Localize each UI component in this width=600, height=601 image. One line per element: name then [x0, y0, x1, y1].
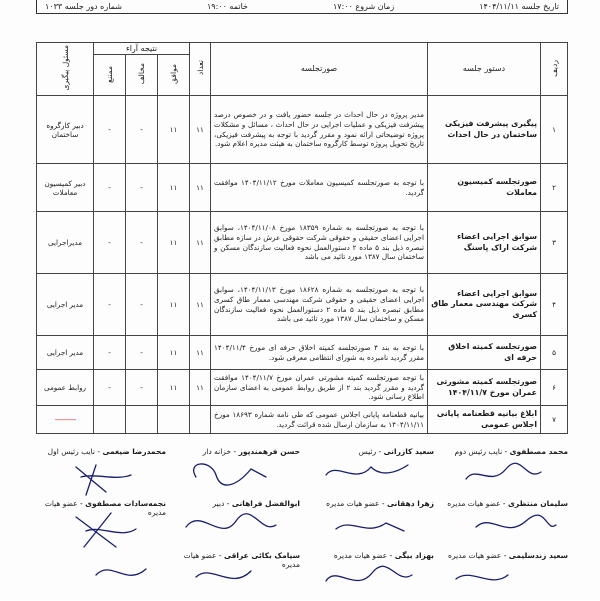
- signature-mark: [196, 571, 251, 578]
- count-cell: [190, 406, 211, 434]
- agree-cell: ۱۱: [158, 96, 190, 164]
- minutes-table: [36, 42, 568, 434]
- signature-mark: [76, 465, 131, 495]
- row-number: ۷: [541, 406, 568, 434]
- abstain-cell: -: [94, 96, 126, 164]
- agree-cell: ۱۱: [158, 274, 190, 336]
- signature-mark: [326, 566, 412, 581]
- signature-slot: سلیمان منتظری - عضو هیات مدیره: [447, 499, 568, 508]
- meeting-start: زمان شروع ۱۷:۰۰: [332, 2, 395, 11]
- oppose-cell: -: [126, 274, 158, 336]
- col-count: تعداد: [190, 43, 211, 96]
- abstain-cell: -: [94, 336, 126, 370]
- minutes-cell: مدیر پروژه در حال احداث در جلسه حضور یافت و در خصوص درصد پیشرفت فیزیکی و عملیات اجرایی در حال احداث ، مسائل و مشکلات پروژه توضیحاتی ارائه نمود و مقرر گردید با توجه به پیشرفت فیزیکی، تاریخ تحویل پروژه توسط کارگروه ساختمان به هیئت مدیره اعلام شود.: [211, 96, 428, 164]
- col-minutes: صورتجلسه: [211, 43, 428, 96]
- signature-mark: [186, 514, 276, 529]
- count-cell: ۱۱: [190, 370, 211, 406]
- agenda-cell: صورتجلسه کمیته اخلاق حرفه ای: [428, 336, 541, 370]
- count-cell: ۱۱: [190, 212, 211, 274]
- meeting-number: شماره دور جلسه ۱۰۳۳: [45, 2, 122, 11]
- row-number: ۳: [541, 212, 568, 274]
- signature-slot: سعید زندسلیمی - عضو هیات مدیره: [448, 551, 568, 560]
- abstain-cell: -: [94, 164, 126, 212]
- meeting-end: خاتمه ۱۹:۰۰: [207, 2, 248, 11]
- signature-slot: نجمه‌سادات مصطفوی - عضو هیات مدیره: [44, 499, 166, 517]
- table-row: [37, 370, 568, 406]
- responsible-cell: روابط عمومی: [37, 370, 94, 406]
- agree-cell: ۱۱: [158, 336, 190, 370]
- col-abstain: ممتنع: [94, 55, 126, 96]
- oppose-cell: -: [126, 336, 158, 370]
- table-row: [37, 406, 568, 434]
- agree-cell: ۱۱: [158, 370, 190, 406]
- responsible-cell: دبیر کمیسیون معاملات: [37, 164, 94, 212]
- minutes-cell: با توجه به صورتجلسه به شماره ۱۸۳۵۹ مورخ ۱۴۰۴/۱۱/۰۸، سوابق اجرایی اعضای حقیقی و حقوقی شرکت حقوقی عرش در سازه مطابق تبصره ذیل بند ۵ ماده ۲ دستورالعمل نحوه فعالیت سازندگان مسکن و ساختمان سال ۱۳۸۷ مورد تائید می باشد: [211, 212, 428, 274]
- signature-mark: [96, 569, 146, 575]
- signature-mark: [466, 463, 541, 479]
- signature-block: [36, 447, 568, 597]
- row-number: ۲: [541, 164, 568, 212]
- agree-cell: ۱۱: [158, 212, 190, 274]
- responsible-cell: مدیراجرایی: [37, 212, 94, 274]
- responsible-cell: مدیر اجرایی: [37, 274, 94, 336]
- abstain-cell: -: [94, 212, 126, 274]
- agenda-cell: صورتجلسه کمیسیون معاملات: [428, 164, 541, 212]
- minutes-cell: با توجه صورتجلسه کمیته مشورتی عمران مورخ ۱۴۰۴/۱۱/۷ موافقت گردید و مقرر گردید بند ۲ از طریق روابط عمومی به اعضای سازمان اطلاع رسانی شود.: [211, 370, 428, 406]
- agenda-cell: صورتجلسه کمیته مشورتی عمران مورخ ۱۴۰۴/۱۱/۷: [428, 370, 541, 406]
- minutes-cell: با توجه به صورتجلسه به شماره ۱۸۶۲۸ مورخ ۱۴۰۴/۱۱/۱۳، سوابق اجرایی اعضای حقیقی و حقوقی شرکت مهندسی معمار طاق کسری مطابق تبصره ذیل بند ۵ ماده ۲ دستورالعمل نحوه فعالیت سازندگان مسکن و ساختمان سال ۱۳۸۷ مورد تائید می باشد: [211, 274, 428, 336]
- signature-slot: محمد مصطفوی - نایب رئیس دوم: [454, 447, 568, 456]
- agenda-cell: سوابق اجرایی اعضاء شرکت مهندسی معمار طاق کسری: [428, 274, 541, 336]
- signature-slot: بهزاد بیگی - عضو هیات مدیره: [333, 551, 434, 560]
- count-cell: ۱۱: [190, 164, 211, 212]
- table-row: [37, 212, 568, 274]
- responsible-cell: مدیر اجرایی: [37, 336, 94, 370]
- abstain-cell: -: [94, 370, 126, 406]
- responsible-cell: -------------: [37, 406, 94, 434]
- col-row: ردیف: [541, 43, 568, 96]
- oppose-cell: [126, 406, 158, 434]
- col-agenda: دستور جلسه: [428, 43, 541, 96]
- signature-mark: [76, 513, 136, 547]
- abstain-cell: -: [94, 274, 126, 336]
- signature-slot: ابوالفضل فراهانی - دبیر: [212, 499, 300, 508]
- count-cell: ۱۱: [190, 336, 211, 370]
- col-agree: موافق: [158, 55, 190, 96]
- row-number: ۴: [541, 274, 568, 336]
- signature-slot: حسن فرهمندپور - خزانه دار: [202, 447, 300, 456]
- table-row: [37, 164, 568, 212]
- signature-slot: سیامک بکائی عراقی - عضو هیات مدیره: [183, 551, 300, 569]
- agenda-cell: سوابق اجرایی اعضاء شرکت اراک پاسنگ: [428, 212, 541, 274]
- col-responsible: مسئول پیگیری: [37, 43, 94, 96]
- signature-mark: [194, 464, 266, 485]
- agree-cell: ۱۱: [158, 164, 190, 212]
- responsible-cell: دبیر کارگروه ساختمان: [37, 96, 94, 164]
- abstain-cell: [94, 406, 126, 434]
- col-oppose: مخالف: [126, 55, 158, 96]
- minutes-cell: با توجه به صورتجلسه کمیسیون معاملات مورخ ۱۴۰۴/۱۱/۱۲ موافقت گردید.: [211, 164, 428, 212]
- agree-cell: [158, 406, 190, 434]
- row-number: ۱: [541, 96, 568, 164]
- col-result: نتیجه آراء: [94, 43, 190, 55]
- table-row: [37, 274, 568, 336]
- handwritten-signatures: [36, 447, 568, 597]
- agenda-cell: پیگیری پیشرفت فیزیکی ساختمان در حال احداث: [428, 96, 541, 164]
- table-row: [37, 336, 568, 370]
- meeting-date: تاریخ جلسه ۱۴۰۴/۱۱/۱۱: [479, 2, 559, 11]
- agenda-cell: ابلاغ بیانیه قطعنامه پایانی اجلاس عمومی: [428, 406, 541, 434]
- minutes-cell: بیانیه قطعنامه پایانی اجلاس عمومی که طی نامه شماره ۱۸۶۹۳ مورخ ۱۴۰۴/۱۱/۱۱ به سازمان ارسال شده قرائت گردید.: [211, 406, 428, 434]
- header-row: [37, 43, 568, 55]
- row-number: ۶: [541, 370, 568, 406]
- oppose-cell: -: [126, 370, 158, 406]
- signature-slot: سعید کازرانی - رئیس: [358, 447, 434, 456]
- oppose-cell: -: [126, 164, 158, 212]
- signature-slot: زهرا دهقانی - عضو هیات مدیره: [326, 499, 434, 508]
- signature-mark: [456, 575, 508, 580]
- oppose-cell: -: [126, 96, 158, 164]
- row-number: ۵: [541, 336, 568, 370]
- signature-mark: [336, 523, 404, 531]
- table-row: [37, 96, 568, 164]
- minutes-cell: با توجه به بند ۴ صورتجلسه کمیته اخلاق حرفه ای مورخ ۱۴۰۴/۱۱/۴ مقرر گردید نامبرده به شورای انتظامی معرفی شود.: [211, 336, 428, 370]
- signature-mark: [476, 515, 556, 527]
- oppose-cell: -: [126, 212, 158, 274]
- count-cell: ۱۱: [190, 274, 211, 336]
- meeting-header: [36, 0, 568, 14]
- signature-mark: [326, 465, 408, 475]
- signature-slot: محمدرضا ضیغمی - نایب رئیس اول: [47, 447, 166, 456]
- count-cell: ۱۱: [190, 96, 211, 164]
